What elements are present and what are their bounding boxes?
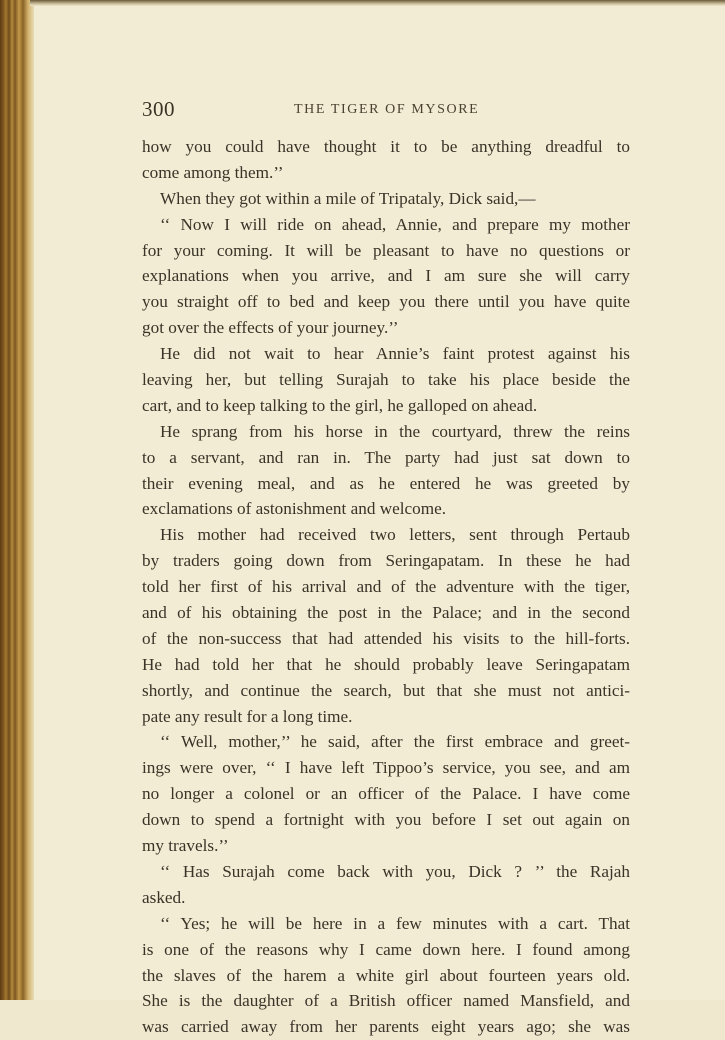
page-number: 300: [142, 97, 175, 121]
text-line: got over the effects of your journey.’’: [142, 318, 399, 338]
text-line: and of his obtaining the post in the Palace; and in the second: [142, 603, 630, 623]
text-line: His mother had received two letters, sent through Pertaub: [160, 525, 630, 545]
text-line: cart, and to keep talking to the girl, he galloped on ahead.: [142, 395, 538, 415]
text-line: by traders going down from Seringapatam. In these he had: [142, 551, 630, 571]
text-line: asked.: [142, 887, 186, 907]
text-line: shortly, and continue the search, but that she must not antici-: [142, 680, 630, 700]
text-line: When they got within a mile of Tripataly, Dick said,—: [160, 188, 536, 208]
text-line: He did not wait to hear Annie’s faint protest against his: [160, 344, 630, 364]
text-line: come among them.’’: [142, 162, 284, 182]
text-line: explanations when you arrive, and I am sure she will carry: [142, 266, 630, 286]
text-line: exclamations of astonishment and welcome.: [142, 499, 447, 519]
text-line: to a servant, and ran in. The party had just sat down to: [142, 447, 630, 467]
text-line: He had told her that he should probably leave Seringapatam: [142, 654, 630, 674]
text-line: He sprang from his horse in the courtyard, threw the reins: [160, 421, 630, 441]
text-line: for your coming. It will be pleasant to have no questions or: [142, 240, 630, 260]
text-line: their evening meal, and as he entered he was greeted by: [142, 473, 630, 493]
text-line: ‘‘ Has Surajah come back with you, Dick ? ’’ the Rajah: [160, 861, 630, 881]
text-line: how you could have thought it to be anything dreadful to: [142, 137, 630, 156]
text-line: ‘‘ Well, mother,’’ he said, after the first embrace and greet-: [160, 732, 630, 752]
text-line: ‘‘ Yes; he will be here in a few minutes with a cart. That: [160, 913, 630, 933]
text-line: no longer a colonel or an officer of the Palace. I have come: [142, 784, 630, 804]
book-spine-edge: [0, 0, 34, 1000]
text-line: down to spend a fortnight with you before I set out again on: [142, 810, 630, 830]
text-line: my travels.’’: [142, 836, 229, 856]
body-text: [142, 134, 630, 1040]
text-line: told her first of his arrival and of the adventure with the tiger,: [142, 577, 630, 597]
text-line: was carried away from her parents eight years ago; she was: [142, 1017, 630, 1037]
text-line: you straight off to bed and keep you there until you have quite: [142, 292, 630, 312]
text-line: of the non-success that had attended his visits to the hill-forts.: [142, 628, 630, 648]
text-line: is one of the reasons why I came down here. I found among: [142, 939, 630, 959]
text-line: pate any result for a long time.: [142, 706, 353, 726]
text-line: ings were over, ‘‘ I have left Tippoo’s service, you see, and am: [142, 758, 630, 778]
running-head: THE TIGER OF MYSORE: [294, 102, 480, 117]
text-line: leaving her, but telling Surajah to take his place beside the: [142, 370, 630, 390]
text-line: the slaves of the harem a white girl about fourteen years old.: [142, 965, 630, 985]
text-line: She is the daughter of a British officer named Mansfield, and: [142, 991, 630, 1011]
page-header: [142, 97, 630, 121]
text-line: ‘‘ Now I will ride on ahead, Annie, and prepare my mother: [160, 214, 630, 234]
